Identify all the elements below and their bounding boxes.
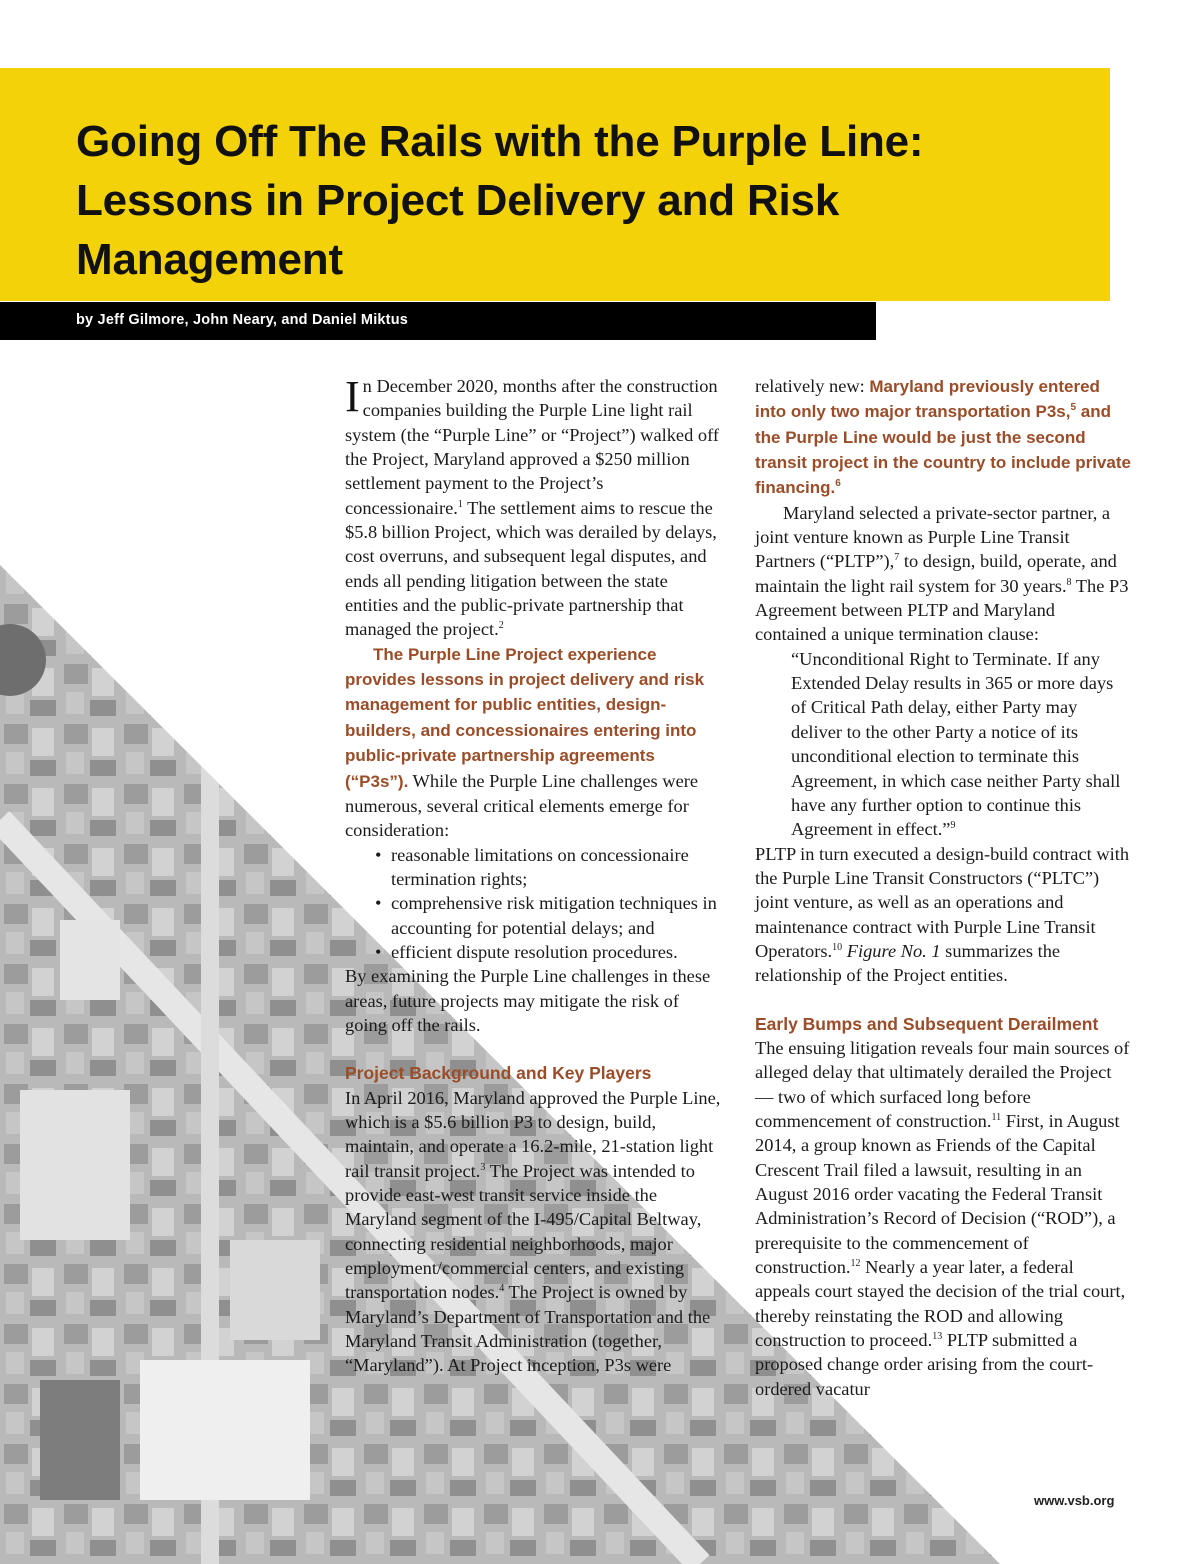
partner-paragraph: Maryland selected a private-sector partner, a joint venture known as Purple Line Transit Partners (“PLTP”),$^7$ to design, build, operate, and maintain the light rail system for 30 years.$^8$ The P3 Agreement between PLTP and Maryland contained a unique termination clause: <box>755 502 1129 645</box>
title-line-1: Going Off The Rails with the Purple Line: <box>76 117 924 166</box>
footnote-ref: 11 <box>991 1111 1002 1123</box>
section-heading-background: Project Background and Key Players <box>345 1063 652 1084</box>
list-item: • comprehensive risk mitigation techniques in accounting for potential delays; and <box>373 891 721 940</box>
byline: by Jeff Gilmore, John Neary, and Daniel Miktus <box>76 312 409 328</box>
footnote-ref: 13 <box>932 1331 943 1343</box>
continued-paragraph: relatively new: Maryland previously entered into only two major transportation P3s,$^5$ and the Purple Line would be just the second transit project in the country to include private financing.$^6$ <box>755 376 1131 498</box>
callout-highlight: The Purple Line Project experience provides lessons in project delivery and risk management for public entities, design-builders, and concessionaires entering into public-private partnership agreements (“P3s”). <box>345 644 705 791</box>
background-paragraph: In April 2016, Maryland approved the Purple Line, which is a $5.6 billion P3 to design, build, maintain, and operate a 16.2-mile, 21-station light rail transit project.$^3$ The Project was intended to provide east-west transit service inside the Maryland segment of the I-495/Capital Beltway, connecting residential neighborhoods, major employment/commercial centers, and existing transportation nodes.$^4$ The Project is owned by Maryland’s Department of Transportation and the Maryland Transit Administration (together, “Maryland”). At Project inception, P3s were <box>345 1087 721 1376</box>
block-quote: “Unconditional Right to Terminate. If any Extended Delay results in 365 or more days of Critical Path delay, either Party may deliver to the other Party a notice of its unconditional election to terminate this Agreement, in which case neither Party shall have any further option to continue this Agreement in effect.”$^9$ <box>791 648 1121 840</box>
after-bullets-paragraph: By examining the Purple Line challenges in these areas, future projects may mitigate the risk of going off the rails. <box>345 966 711 1035</box>
title-line-3: Management <box>76 235 343 284</box>
footnote-ref: 3 <box>480 1161 486 1173</box>
footnote-ref: 4 <box>499 1283 505 1295</box>
list-item: • efficient dispute resolution procedures. <box>373 940 721 964</box>
text-column-right <box>755 374 1131 1401</box>
article-title <box>76 112 1096 289</box>
footnote-ref: 6 <box>835 478 841 490</box>
footnote-ref: 7 <box>894 552 900 564</box>
section-heading-derailment: Early Bumps and Subsequent Derailment <box>755 1013 1099 1034</box>
figure-reference: Figure No. 1 <box>846 940 941 961</box>
list-item: • reasonable limitations on concessionaire termination rights; <box>373 843 721 892</box>
bullet-list <box>345 843 721 965</box>
litigation-paragraph: The ensuing litigation reveals four main sources of alleged delay that ultimately derailed the Project — two of which surfaced long before commencement of construction.$^{11}$ First, in August 2014, a group known as Friends of the Capital Crescent Trail filed a lawsuit, resulting in an August 2016 order vacating the Federal Transit Administration’s Record of Decision (“ROD”), a prerequisite to the commencement of construction.$^{12}$ Nearly a year later, a federal appeals court stayed the decision of the trial court, thereby reinstating the ROD and allowing construction to proceed.$^{13}$ PLTP submitted a proposed change order arising from the court-ordered vacatur <box>755 1037 1130 1399</box>
title-line-2: Lessons in Project Delivery and Risk <box>76 176 840 225</box>
intro-paragraph: In December 2020, months after the construction companies building the Purple Line light rail system (the “Purple Line” or “Project”) walked off the Project, Maryland approved a $250 million settlement payment to the Project’s concessionaire.$^1$ The settlement aims to rescue the $5.8 billion Project, which was derailed by delays, cost overruns, and subsequent legal disputes, and ends all pending litigation between the state entities and the public-private partnership that managed the project.$^2$ <box>345 372 719 640</box>
contracts-paragraph: PLTP in turn executed a design-build contract with the Purple Line Transit Constructors (“PLTC”) joint venture, as well as an operations and maintenance contract with Purple Line Transit Operators.$^{10}$ Figure No. 1 summarizes the relationship of the Project entities. <box>755 843 1130 986</box>
callout-highlight: Maryland previously entered into only two major transportation P3s,$^5$ and the Purple Line would be just the second transit project in the country to include private financing.$^6$ <box>755 377 1131 498</box>
footer-url: www.vsb.org <box>1034 1493 1115 1508</box>
footnote-ref: 12 <box>850 1258 861 1270</box>
footnote-ref: 9 <box>950 820 956 832</box>
footnote-ref: 1 <box>457 498 463 510</box>
footnote-ref: 5 <box>1070 402 1077 414</box>
footnote-ref: 2 <box>498 620 504 632</box>
footnote-ref: 8 <box>1066 576 1072 588</box>
footnote-ref: 10 <box>832 941 843 953</box>
text-column-left <box>345 374 721 1378</box>
callout-paragraph: The Purple Line Project experience provides lessons in project delivery and risk management for public entities, design-builders, and concessionaires entering into public-private partnership agreements (“P3s”). While the Purple Line challenges were numerous, several critical elements emerge for consideration: <box>345 644 705 841</box>
drop-cap: I <box>345 372 360 421</box>
